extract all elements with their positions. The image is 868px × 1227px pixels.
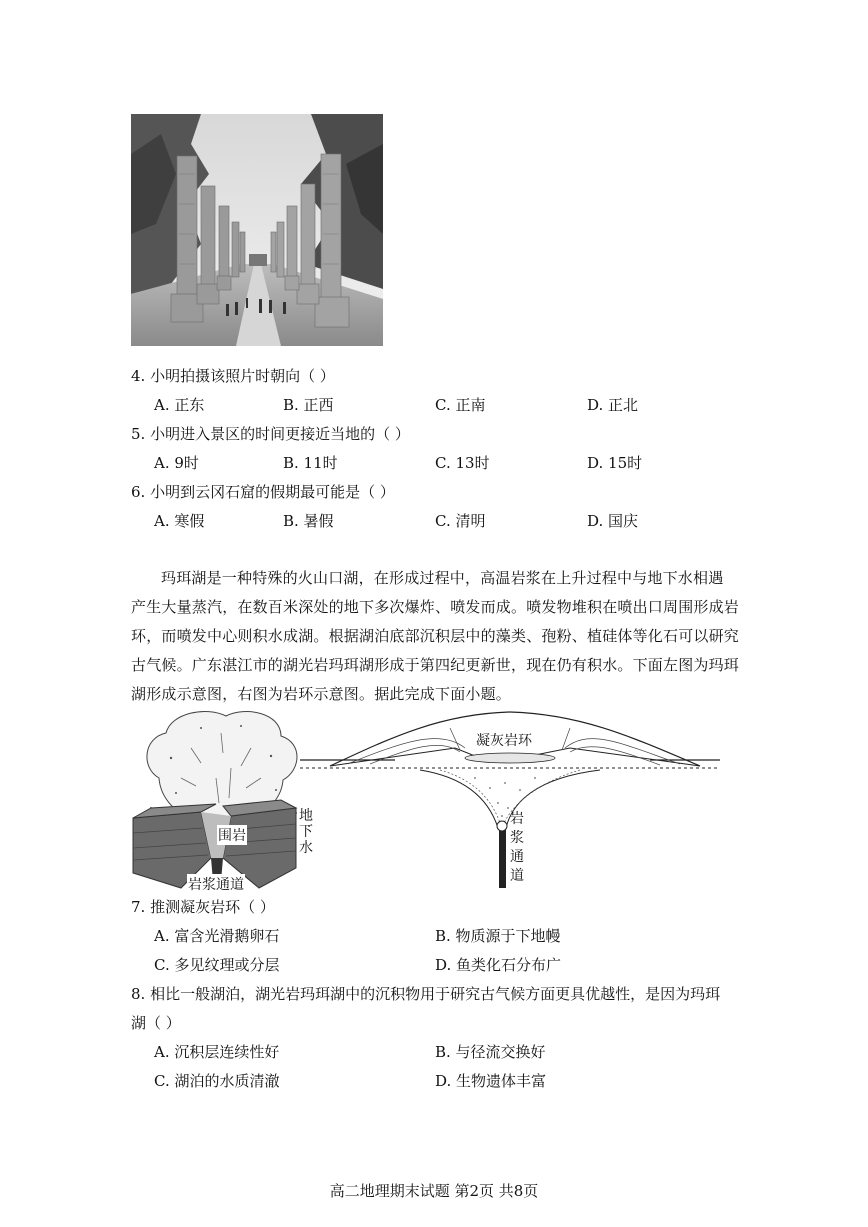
label-tuff-ring: 凝灰岩环: [476, 733, 532, 749]
passage: [131, 564, 743, 709]
question-7-option-d: D. 鱼类化石分布广: [435, 956, 562, 974]
question-7-option-b: B. 物质源于下地幔: [435, 927, 561, 945]
question-6-option-a: A. 寒假: [154, 512, 205, 530]
question-4-option-d: D. 正北: [587, 396, 639, 414]
label-magma-channel-char: 浆: [510, 830, 524, 846]
question-8-option-b: B. 与径流交换好: [435, 1043, 546, 1061]
label-magma-channel-char: 岩: [510, 811, 524, 827]
question-6-option-c: C. 清明: [435, 512, 486, 530]
question-4-stem: 4. 小明拍摄该照片时朝向（ ）: [131, 367, 335, 385]
question-8-option-a: A. 沉积层连续性好: [154, 1043, 280, 1061]
passage-line: 古气候。广东湛江市的湖光岩玛珥湖形成于第四纪更新世，现在仍有积水。下面左图为玛珥: [131, 656, 740, 674]
question-8-option-d: D. 生物遗体丰富: [435, 1072, 547, 1090]
question-5-option-b: B. 11时: [283, 454, 338, 472]
question-4-option-b: B. 正西: [283, 396, 334, 414]
label-groundwater-char: 地: [299, 808, 313, 824]
question-8-stem-line2: 湖（ ）: [131, 1014, 181, 1032]
question-5-option-c: C. 13时: [435, 454, 490, 472]
passage-line: 产生大量蒸汽，在数百米深处的地下多次爆炸、喷发而成。喷发物堆积在喷出口周围形成岩: [131, 598, 740, 616]
question-6-option-d: D. 国庆: [587, 512, 639, 530]
question-6-option-b: B. 暑假: [283, 512, 334, 530]
stone-pillar-avenue-photo: [131, 114, 383, 346]
label-groundwater-char: 水: [299, 840, 313, 856]
question-8-option-c: C. 湖泊的水质清澈: [154, 1072, 280, 1090]
passage-line: 湖形成示意图，右图为岩环示意图。据此完成下面小题。: [131, 685, 512, 703]
page-footer: 高二地理期末试题 第2页 共8页: [329, 1182, 539, 1200]
question-5-option-a: A. 9时: [154, 454, 199, 472]
label-country-rock: 围岩: [217, 825, 247, 845]
passage-line: 环，而喷发中心则积水成湖。根据湖泊底部沉积层中的藻类、孢粉、植硅体等化石可以研究: [131, 627, 740, 645]
maar-formation-illustration: [131, 708, 321, 893]
label-magma-channel-left: 岩浆通道: [187, 874, 245, 894]
question-6-stem: 6. 小明到云冈石窟的假期最可能是（ ）: [131, 483, 395, 501]
photo-illustration: [131, 114, 383, 346]
question-5-stem: 5. 小明进入景区的时间更接近当地的（ ）: [131, 425, 410, 443]
question-4-option-c: C. 正南: [435, 396, 486, 414]
question-5-option-d: D. 15时: [587, 454, 643, 472]
passage-line: 玛珥湖是一种特殊的火山口湖，在形成过程中，高温岩浆在上升过程中与地下水相遇: [161, 569, 724, 587]
question-7-stem: 7. 推测凝灰岩环（ ）: [131, 898, 275, 916]
label-magma-channel-right: [510, 810, 524, 886]
question-4-option-a: A. 正东: [154, 396, 205, 414]
question-7-option-a: A. 富含光滑鹅卵石: [154, 927, 280, 945]
question-7-option-c: C. 多见纹理或分层: [154, 956, 280, 974]
question-8-stem-line1: 8. 相比一般湖泊，湖光岩玛珥湖中的沉积物用于研究古气候方面更具优越性，是因为玛珥: [131, 985, 721, 1003]
maar-formation-diagram: [131, 708, 321, 893]
label-magma-channel-char: 道: [510, 868, 524, 884]
label-groundwater-char: 下: [299, 824, 313, 840]
label-magma-channel-char: 通: [510, 849, 524, 865]
tuff-ring-diagram: [300, 708, 720, 890]
